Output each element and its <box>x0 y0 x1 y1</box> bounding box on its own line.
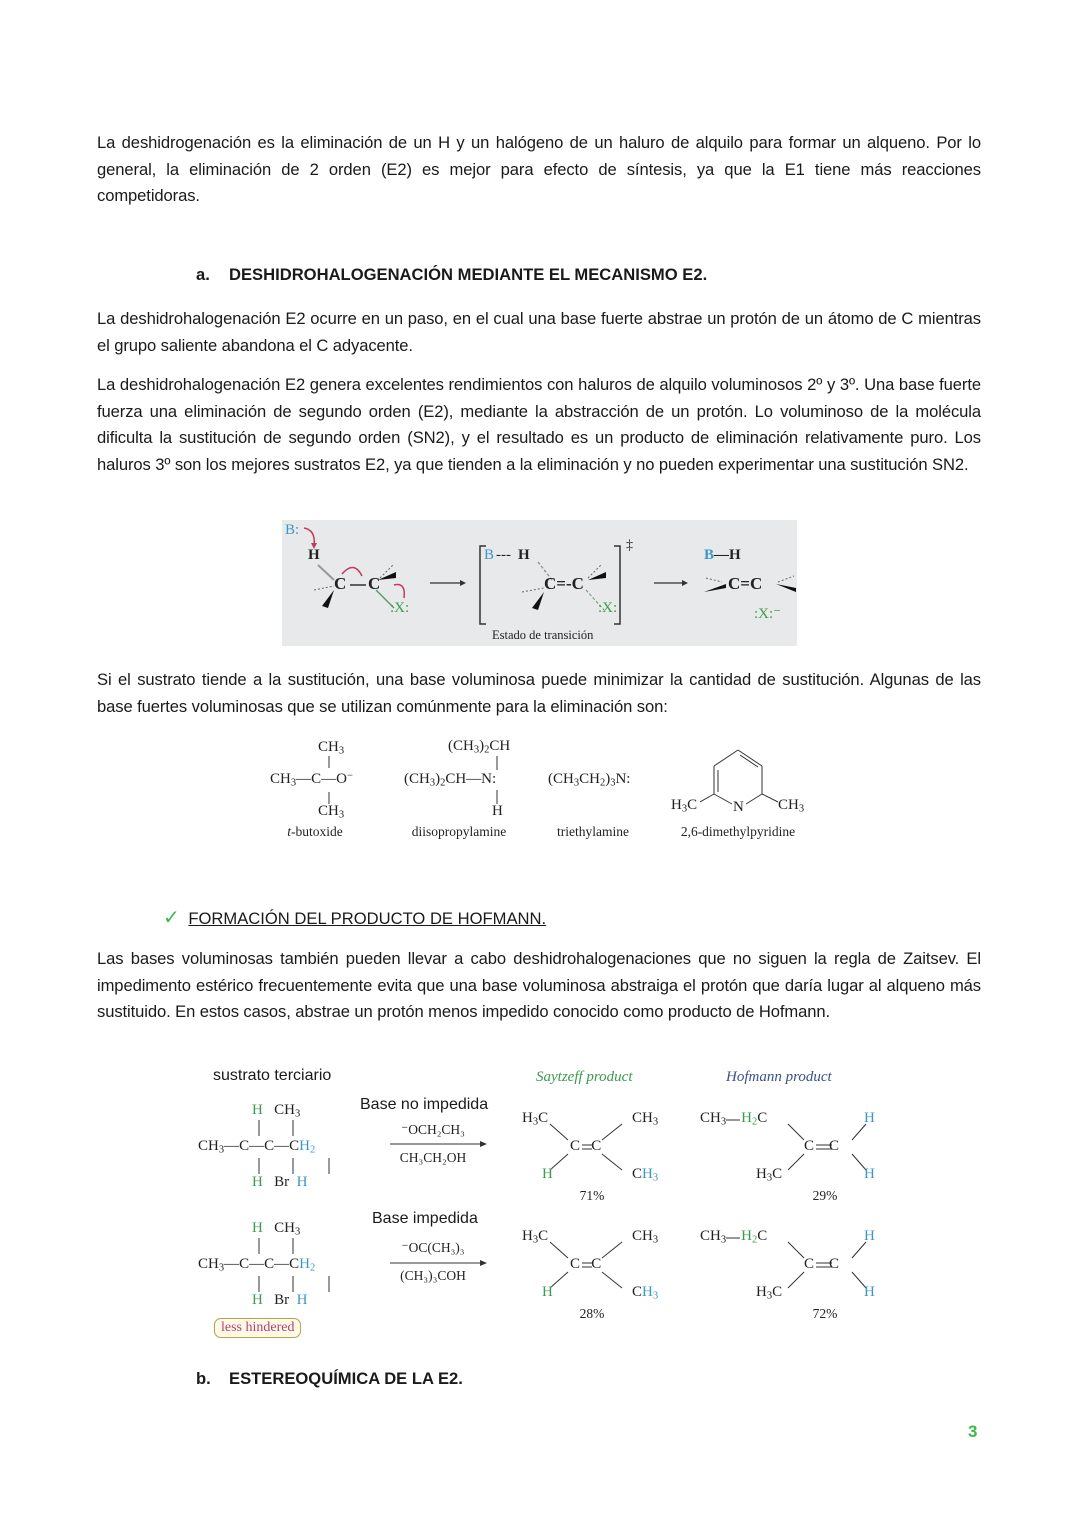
reactant-leaving-group: :X: <box>390 600 410 616</box>
row2-hofmann-ethyl: $CH_3$ $H_2C$ <box>700 1228 768 1246</box>
row1-reaction-arrow <box>390 1140 488 1148</box>
diisopropylamine-main: $(CH_3)_2CH—N$: <box>404 771 497 789</box>
row2-hofmann-cc: C C <box>804 1256 840 1272</box>
product-bh: B—H <box>704 547 741 563</box>
hofmann-label: Hofmann product <box>726 1069 832 1085</box>
row2-base-label: Base impedida <box>372 1210 478 1227</box>
heading-b-title: ESTEREOQUÍMICA DE LA E2. <box>229 1369 463 1388</box>
substrate-label: sustrato terciario <box>213 1067 332 1084</box>
row2-solvent: (CH₃)₃COH <box>400 1268 466 1283</box>
row2-saytzeff-pct: 28% <box>579 1306 605 1321</box>
row2-saytzeff-h: H <box>542 1284 553 1300</box>
row1-substrate-bottom: H Br H <box>252 1174 308 1190</box>
row1-substrate-top: H $CH_3$ <box>252 1102 301 1120</box>
row1-saytzeff-h: H <box>542 1166 553 1182</box>
hofmann-paragraph: Las bases voluminosas también pueden llevar a cabo deshidrohalogenaciones que no siguen la regla de Zaitsev. El impedimento estérico frecuentemente evita que una base voluminosa abstraiga el protón que daría lugar al alqueno más sustituido. En estos casos, abstrae un protón menos impedido conocido como producto de Hofmann. <box>97 949 981 1021</box>
product-alkene: C=C <box>728 574 763 593</box>
row1-solvent: CH₃CH₂OH <box>399 1150 467 1165</box>
row2-hofmann-h-top: H <box>864 1228 875 1244</box>
row2-substrate-top: H $CH_3$ <box>252 1220 301 1238</box>
saytzeff-label: Saytzeff product <box>536 1069 633 1085</box>
base-label: B: <box>285 522 300 538</box>
heading-a <box>196 265 707 285</box>
row2-hofmann-h-bottom: H <box>864 1284 875 1300</box>
pyridine-ch3: $CH_3$ <box>778 797 805 815</box>
row2-saytzeff-cc: C C <box>570 1256 602 1272</box>
row2-substrate-main: $CH_3—C—C—CH_2$ <box>198 1256 316 1274</box>
pyridine-h3c: $H_3C$ <box>671 797 698 815</box>
triethylamine-formula: $(CH_3CH_2)_3N$: <box>548 771 631 789</box>
row2-hofmann-h3c: $H_3C$ <box>756 1284 783 1302</box>
ts-caption: Estado de transición <box>492 628 594 642</box>
row1-hofmann-h-top: H <box>864 1110 875 1126</box>
row1-saytzeff-ch3-bottom: $CH_3$ <box>632 1166 659 1184</box>
heading-hofmann <box>163 905 546 930</box>
reactant-c1: C <box>334 574 347 593</box>
ts-carbons: C=-C <box>544 574 584 593</box>
intro-paragraph: La deshidrogenación es la eliminación de un H y un halógeno de un haluro de alquilo para formar un alqueno. Por lo general, la eliminación de 2 orden (E2) es mejor para efecto de síntesis, ya que la E1 tiene más reacciones competidoras. <box>97 133 981 205</box>
row2-reagent: ⁻OC(CH₃)₃ <box>401 1240 465 1255</box>
row2-saytzeff-ch3-bottom: $CH_3$ <box>632 1284 659 1302</box>
heading-a-label: a. <box>196 265 210 284</box>
row1-substrate-main: $CH_3—C—C—CH_2$ <box>198 1138 316 1156</box>
row1-hofmann-ethyl: $CH_3$ $H_2C$ <box>700 1110 768 1128</box>
base-name-diisopropylamine: diisopropylamine <box>411 824 507 839</box>
ts-base: B <box>484 547 495 563</box>
ts-dashes: --- <box>496 547 511 563</box>
row1-saytzeff-h3c: $H_3C$ <box>522 1110 549 1128</box>
row1-reagent: ⁻OCH₂CH₃ <box>401 1122 465 1137</box>
less-hindered-callout: less hindered <box>214 1318 301 1338</box>
row1-hofmann-h-bottom: H <box>864 1166 875 1182</box>
e2-mechanism-figure <box>282 520 797 646</box>
base-name-dimethylpyridine: 2,6-dimethylpyridine <box>680 824 796 839</box>
pyridine-n: N <box>733 799 744 815</box>
row2-saytzeff-h3c: $H_3C$ <box>522 1228 549 1246</box>
ts-leaving-group: :X: <box>598 600 618 616</box>
product-halide-ion: :X:⁻ <box>754 606 782 622</box>
diisopropylamine-h: H <box>492 803 503 819</box>
tbutoxide-main: $CH_3—C—O^-$ <box>270 770 353 789</box>
reactant-h: H <box>308 547 320 563</box>
heading-a-title: DESHIDROHALOGENACIÓN MEDIANTE EL MECANISMO E2. <box>229 265 708 284</box>
bulky-bases-paragraph: Si el sustrato tiende a la sustitución, una base voluminosa puede minimizar la cantidad de sustitución. Algunas de las base fuertes voluminosas que se utilizan comúnmente para la eliminación son: <box>97 670 981 716</box>
base-name-triethylamine: triethylamine <box>557 824 629 839</box>
checkmark-icon: ✓ <box>163 907 180 929</box>
row1-hofmann-cc: C C <box>804 1138 840 1154</box>
ts-h: H <box>518 547 530 563</box>
tbutoxide-top-ch3: $CH_3$ <box>318 739 345 757</box>
row1-hofmann-pct: 29% <box>812 1188 838 1203</box>
row2-saytzeff-ch3-top: $CH_3$ <box>632 1228 659 1246</box>
row1-hofmann-h3c: $H_3C$ <box>756 1166 783 1184</box>
heading-b <box>196 1369 463 1389</box>
base-name-tbutoxide: t-butoxide <box>287 824 343 839</box>
e2-one-step-paragraph: La deshidrohalogenación E2 ocurre en un paso, en el cual una base fuerte abstrae un protón de un átomo de C mientras el grupo saliente abandona el C adyacente. <box>97 309 981 355</box>
reactant-c2: C <box>368 574 381 593</box>
double-dagger: ‡ <box>626 538 633 553</box>
tbutoxide-bottom-ch3: $CH_3$ <box>318 803 345 821</box>
row2-substrate-bottom: H Br H <box>252 1292 308 1308</box>
diisopropylamine-top: $(CH_3)_2CH$ <box>448 738 511 756</box>
heading-b-label: b. <box>196 1369 211 1388</box>
row1-saytzeff-ch3-top: $CH_3$ <box>632 1110 659 1128</box>
row1-base-label: Base no impedida <box>360 1096 489 1113</box>
heading-hofmann-title: FORMACIÓN DEL PRODUCTO DE HOFMANN. <box>188 909 547 928</box>
page-number: 3 <box>968 1422 978 1441</box>
e2-yields-paragraph: La deshidrohalogenación E2 genera excelentes rendimientos con haluros de alquilo voluminosos 2º y 3º. Una base fuerte fuerza una eliminación de segundo orden (E2), mediante la abstracción de un protón. Lo voluminoso de la molécula dificulta la sustitución de segundo orden (SN2), y el resultado es un producto de eliminación relativamente puro. Los haluros 3º son los mejores sustratos E2, ya que tienden a la eliminación y no pueden experimentar una sustitución SN2. <box>97 375 981 474</box>
row1-saytzeff-cc: C C <box>570 1138 602 1154</box>
row2-reaction-arrow <box>390 1259 488 1267</box>
row1-saytzeff-pct: 71% <box>579 1188 605 1203</box>
row2-hofmann-pct: 72% <box>812 1306 838 1321</box>
